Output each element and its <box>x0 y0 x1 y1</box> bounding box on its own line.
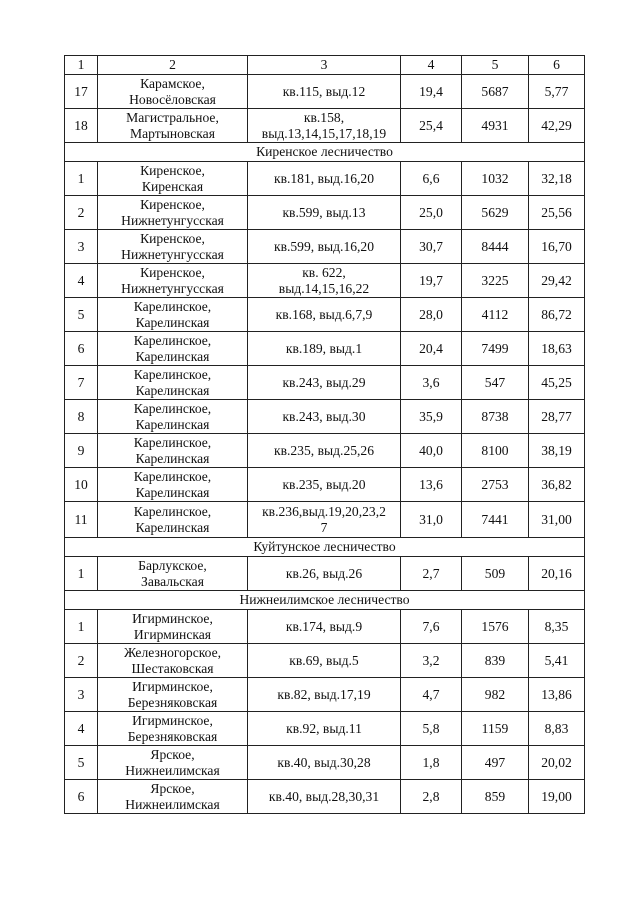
table-row <box>65 75 585 109</box>
row-number-cell: 5 <box>65 746 98 780</box>
area-cell: 2,8 <box>401 780 462 814</box>
quarter-section-cell <box>248 610 401 644</box>
location-name-cell-line: Ярское, <box>150 780 195 796</box>
quarter-section-cell-line: кв.40, выд.28,30,31 <box>268 788 380 804</box>
location-name-cell-line: Нижнетунгусская <box>121 212 224 228</box>
quarter-section-cell <box>248 780 401 814</box>
location-name-cell-line: Карелинская <box>135 382 210 398</box>
ratio-cell: 20,16 <box>529 557 585 591</box>
volume-cell: 5687 <box>462 75 529 109</box>
row-number-cell: 18 <box>65 109 98 143</box>
quarter-section-cell-line: кв.181, выд.16,20 <box>273 170 375 186</box>
row-number-cell: 10 <box>65 468 98 502</box>
location-name-cell-line: Железногорское, <box>123 644 222 660</box>
table-row <box>65 196 585 230</box>
section-title: Киренское лесничество <box>65 143 585 162</box>
location-name-cell <box>98 502 248 538</box>
location-name-cell <box>98 109 248 143</box>
location-name-cell-line: Карелинское, <box>133 332 212 348</box>
column-header: 4 <box>401 56 462 75</box>
quarter-section-cell-line: кв.189, выд.1 <box>285 340 363 356</box>
location-name-cell-line: Нижнеилимская <box>125 796 220 812</box>
table-row <box>65 468 585 502</box>
quarter-section-cell-line: выд.14,15,16,22 <box>278 280 370 296</box>
ratio-cell: 32,18 <box>529 162 585 196</box>
location-name-cell-line: Ярское, <box>150 746 195 762</box>
quarter-section-cell <box>248 434 401 468</box>
table-row <box>65 557 585 591</box>
row-number-cell: 11 <box>65 502 98 538</box>
quarter-section-cell-line: кв.235, выд.25,26 <box>273 442 375 458</box>
ratio-cell: 45,25 <box>529 366 585 400</box>
quarter-section-cell-line: кв.174, выд.9 <box>285 618 363 634</box>
location-name-cell <box>98 780 248 814</box>
row-number-cell: 1 <box>65 610 98 644</box>
column-header: 2 <box>98 56 248 75</box>
row-number-cell: 17 <box>65 75 98 109</box>
quarter-section-cell-line: 7 <box>320 519 328 535</box>
quarter-section-cell <box>248 678 401 712</box>
table-row <box>65 780 585 814</box>
row-number-cell: 2 <box>65 196 98 230</box>
location-name-cell-line: Березняковская <box>127 728 218 744</box>
table-row <box>65 746 585 780</box>
location-name-cell-line: Нижнетунгусская <box>121 246 224 262</box>
volume-cell: 3225 <box>462 264 529 298</box>
volume-cell: 8738 <box>462 400 529 434</box>
volume-cell: 509 <box>462 557 529 591</box>
section-title: Нижнеилимское лесничество <box>65 591 585 610</box>
volume-cell: 4931 <box>462 109 529 143</box>
location-name-cell <box>98 644 248 678</box>
section-header-row <box>65 591 585 610</box>
ratio-cell: 5,41 <box>529 644 585 678</box>
area-cell: 3,6 <box>401 366 462 400</box>
location-name-cell-line: Киренское, <box>140 162 205 178</box>
area-cell: 2,7 <box>401 557 462 591</box>
volume-cell: 1576 <box>462 610 529 644</box>
location-name-cell-line: Киренская <box>141 178 204 194</box>
quarter-section-cell <box>248 109 401 143</box>
row-number-cell: 6 <box>65 780 98 814</box>
location-name-cell-line: Барлукское, <box>138 557 207 573</box>
column-header: 6 <box>529 56 585 75</box>
location-name-cell-line: Игирминская <box>133 626 212 642</box>
location-name-cell-line: Березняковская <box>127 694 218 710</box>
area-cell: 13,6 <box>401 468 462 502</box>
ratio-cell: 29,42 <box>529 264 585 298</box>
quarter-section-cell-line: выд.13,14,15,17,18,19 <box>261 125 387 141</box>
row-number-cell: 1 <box>65 162 98 196</box>
location-name-cell-line: Карелинское, <box>133 468 212 484</box>
row-number-cell: 1 <box>65 557 98 591</box>
quarter-section-cell <box>248 366 401 400</box>
quarter-section-cell-line: кв.236,выд.19,20,23,2 <box>262 503 386 519</box>
area-cell: 1,8 <box>401 746 462 780</box>
location-name-cell <box>98 264 248 298</box>
area-cell: 7,6 <box>401 610 462 644</box>
area-cell: 5,8 <box>401 712 462 746</box>
area-cell: 3,2 <box>401 644 462 678</box>
quarter-section-cell-line: кв.92, выд.11 <box>286 720 362 736</box>
table-body <box>65 56 585 814</box>
table-row <box>65 298 585 332</box>
ratio-cell: 18,63 <box>529 332 585 366</box>
location-name-cell-line: Карелинская <box>135 314 210 330</box>
forestry-table <box>64 55 585 814</box>
ratio-cell: 20,02 <box>529 746 585 780</box>
quarter-section-cell-line: кв.235, выд.20 <box>282 476 366 492</box>
area-cell: 6,6 <box>401 162 462 196</box>
row-number-cell: 6 <box>65 332 98 366</box>
location-name-cell-line: Новосёловская <box>129 91 216 107</box>
ratio-cell: 16,70 <box>529 230 585 264</box>
row-number-cell: 5 <box>65 298 98 332</box>
quarter-section-cell <box>248 332 401 366</box>
area-cell: 19,7 <box>401 264 462 298</box>
volume-cell: 8100 <box>462 434 529 468</box>
quarter-section-cell-line: кв.243, выд.30 <box>282 408 366 424</box>
volume-cell: 547 <box>462 366 529 400</box>
area-cell: 30,7 <box>401 230 462 264</box>
location-name-cell-line: Шестаковская <box>131 660 214 676</box>
ratio-cell: 36,82 <box>529 468 585 502</box>
location-name-cell-line: Карелинская <box>135 450 210 466</box>
row-number-cell: 4 <box>65 264 98 298</box>
ratio-cell: 5,77 <box>529 75 585 109</box>
location-name-cell <box>98 196 248 230</box>
ratio-cell: 86,72 <box>529 298 585 332</box>
location-name-cell-line: Нижнетунгусская <box>121 280 224 296</box>
row-number-cell: 3 <box>65 678 98 712</box>
row-number-cell: 8 <box>65 400 98 434</box>
table-row <box>65 434 585 468</box>
area-cell: 19,4 <box>401 75 462 109</box>
location-name-cell-line: Карелинская <box>135 348 210 364</box>
volume-cell: 497 <box>462 746 529 780</box>
table-row <box>65 264 585 298</box>
row-number-cell: 9 <box>65 434 98 468</box>
location-name-cell <box>98 400 248 434</box>
quarter-section-cell <box>248 264 401 298</box>
row-number-cell: 2 <box>65 644 98 678</box>
table-row <box>65 712 585 746</box>
section-title: Куйтунское лесничество <box>65 538 585 557</box>
location-name-cell <box>98 557 248 591</box>
quarter-section-cell-line: кв.168, выд.6,7,9 <box>275 306 373 322</box>
quarter-section-cell <box>248 400 401 434</box>
row-number-cell: 4 <box>65 712 98 746</box>
location-name-cell-line: Магистральное, <box>126 109 219 125</box>
location-name-cell-line: Карелинское, <box>133 434 212 450</box>
quarter-section-cell <box>248 746 401 780</box>
location-name-cell-line: Карамское, <box>140 75 205 91</box>
quarter-section-cell <box>248 644 401 678</box>
location-name-cell-line: Игирминское, <box>132 610 213 626</box>
location-name-cell <box>98 712 248 746</box>
volume-cell: 8444 <box>462 230 529 264</box>
ratio-cell: 42,29 <box>529 109 585 143</box>
quarter-section-cell <box>248 75 401 109</box>
quarter-section-cell-line: кв. 622, <box>302 264 346 280</box>
quarter-section-cell-line: кв.599, выд.16,20 <box>273 238 375 254</box>
quarter-section-cell-line: кв.69, выд.5 <box>289 652 359 668</box>
table-row <box>65 109 585 143</box>
area-cell: 20,4 <box>401 332 462 366</box>
section-header-row <box>65 143 585 162</box>
quarter-section-cell <box>248 162 401 196</box>
quarter-section-cell-line: кв.158, <box>303 109 345 125</box>
volume-cell: 859 <box>462 780 529 814</box>
volume-cell: 7499 <box>462 332 529 366</box>
location-name-cell-line: Карелинское, <box>133 400 212 416</box>
location-name-cell-line: Карелинское, <box>133 366 212 382</box>
area-cell: 31,0 <box>401 502 462 538</box>
location-name-cell <box>98 230 248 264</box>
quarter-section-cell <box>248 557 401 591</box>
location-name-cell-line: Игирминское, <box>132 712 213 728</box>
location-name-cell-line: Карелинская <box>135 484 210 500</box>
location-name-cell <box>98 434 248 468</box>
location-name-cell <box>98 75 248 109</box>
location-name-cell-line: Карелинская <box>135 519 210 535</box>
quarter-section-cell-line: кв.243, выд.29 <box>282 374 366 390</box>
table-row <box>65 678 585 712</box>
table-row <box>65 366 585 400</box>
volume-cell: 1159 <box>462 712 529 746</box>
location-name-cell <box>98 746 248 780</box>
quarter-section-cell-line: кв.26, выд.26 <box>285 565 363 581</box>
volume-cell: 839 <box>462 644 529 678</box>
column-header: 3 <box>248 56 401 75</box>
location-name-cell <box>98 468 248 502</box>
ratio-cell: 19,00 <box>529 780 585 814</box>
quarter-section-cell <box>248 298 401 332</box>
location-name-cell <box>98 610 248 644</box>
table-row <box>65 230 585 264</box>
ratio-cell: 28,77 <box>529 400 585 434</box>
table-row <box>65 332 585 366</box>
section-header-row <box>65 538 585 557</box>
location-name-cell-line: Карелинское, <box>133 298 212 314</box>
quarter-section-cell <box>248 230 401 264</box>
ratio-cell: 8,83 <box>529 712 585 746</box>
area-cell: 25,0 <box>401 196 462 230</box>
location-name-cell <box>98 162 248 196</box>
table-row <box>65 610 585 644</box>
location-name-cell <box>98 366 248 400</box>
volume-cell: 982 <box>462 678 529 712</box>
location-name-cell <box>98 298 248 332</box>
column-header: 1 <box>65 56 98 75</box>
volume-cell: 1032 <box>462 162 529 196</box>
quarter-section-cell <box>248 196 401 230</box>
quarter-section-cell-line: кв.82, выд.17,19 <box>277 686 371 702</box>
quarter-section-cell <box>248 468 401 502</box>
ratio-cell: 13,86 <box>529 678 585 712</box>
ratio-cell: 8,35 <box>529 610 585 644</box>
ratio-cell: 31,00 <box>529 502 585 538</box>
header-row <box>65 56 585 75</box>
volume-cell: 5629 <box>462 196 529 230</box>
location-name-cell-line: Завальская <box>141 573 204 589</box>
area-cell: 25,4 <box>401 109 462 143</box>
table-row <box>65 162 585 196</box>
volume-cell: 2753 <box>462 468 529 502</box>
location-name-cell-line: Игирминское, <box>132 678 213 694</box>
row-number-cell: 3 <box>65 230 98 264</box>
table-row <box>65 502 585 538</box>
ratio-cell: 25,56 <box>529 196 585 230</box>
column-header: 5 <box>462 56 529 75</box>
location-name-cell <box>98 678 248 712</box>
location-name-cell-line: Киренское, <box>140 196 205 212</box>
area-cell: 35,9 <box>401 400 462 434</box>
location-name-cell-line: Киренское, <box>140 230 205 246</box>
area-cell: 4,7 <box>401 678 462 712</box>
location-name-cell-line: Карелинская <box>135 416 210 432</box>
location-name-cell <box>98 332 248 366</box>
location-name-cell-line: Киренское, <box>140 264 205 280</box>
volume-cell: 4112 <box>462 298 529 332</box>
volume-cell: 7441 <box>462 502 529 538</box>
quarter-section-cell-line: кв.599, выд.13 <box>282 204 366 220</box>
location-name-cell-line: Нижнеилимская <box>125 762 220 778</box>
location-name-cell-line: Мартыновская <box>130 125 215 141</box>
ratio-cell: 38,19 <box>529 434 585 468</box>
row-number-cell: 7 <box>65 366 98 400</box>
quarter-section-cell-line: кв.115, выд.12 <box>282 83 366 99</box>
quarter-section-cell <box>248 712 401 746</box>
area-cell: 28,0 <box>401 298 462 332</box>
quarter-section-cell <box>248 502 401 538</box>
location-name-cell-line: Карелинское, <box>133 503 212 519</box>
area-cell: 40,0 <box>401 434 462 468</box>
table-row <box>65 400 585 434</box>
table-row <box>65 644 585 678</box>
quarter-section-cell-line: кв.40, выд.30,28 <box>277 754 371 770</box>
